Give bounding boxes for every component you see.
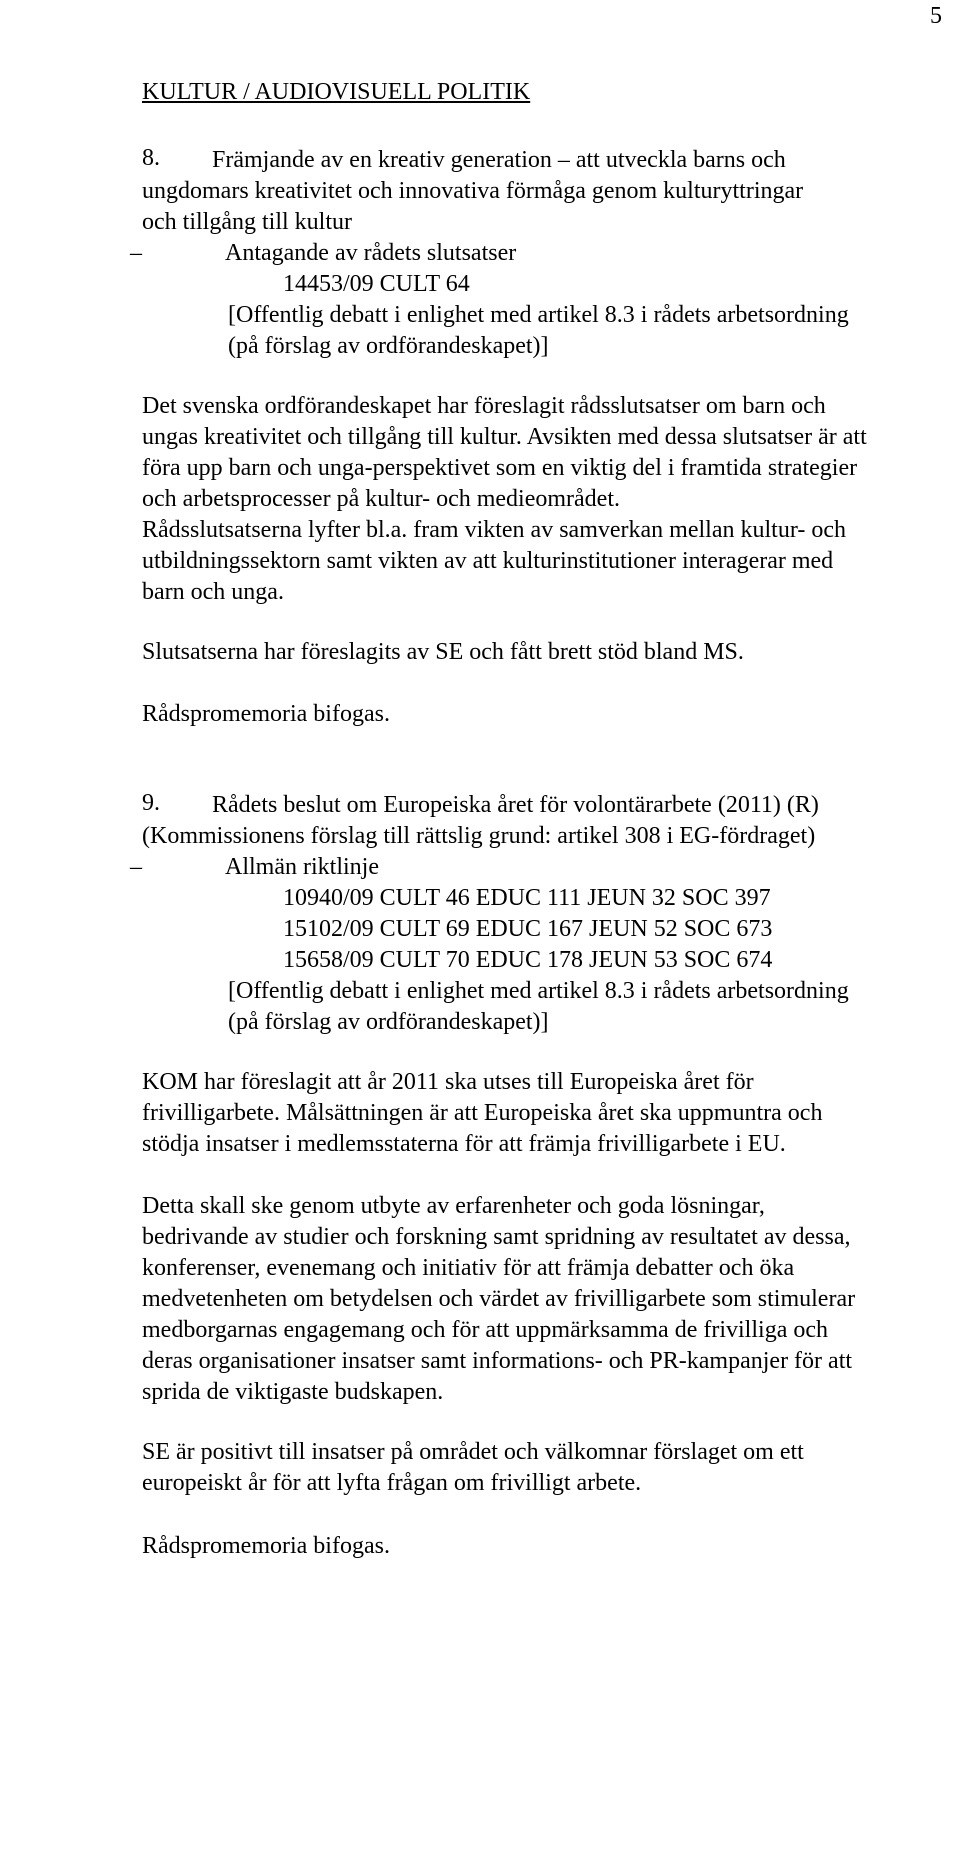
item-title-line: och tillgång till kultur (142, 209, 352, 235)
public-debate-note: [Offentlig debatt i enlighet med artikel 8.3 i rådets arbetsordning (228, 302, 849, 328)
item-9-paragraph-3 (142, 1437, 952, 1499)
text-line: barn och unga. (142, 579, 284, 605)
text-line: Rådsslutsatserna lyfter bl.a. fram vikten av samverkan mellan kultur- och (142, 517, 846, 543)
item-subtitle: Antagande av rådets slutsatser (225, 240, 517, 266)
item-9-paragraph-4 (142, 1531, 952, 1562)
text-line: deras organisationer insatser samt informations- och PR-kampanjer för att (142, 1348, 853, 1374)
text-line: föra upp barn och unga-perspektivet som en viktig del i framtida strategier (142, 455, 858, 481)
item-number: 9. (142, 790, 160, 816)
item-number: 8. (142, 145, 160, 171)
text-line: SE är positivt till insatser på området och välkomnar förslaget om ett (142, 1439, 804, 1465)
item-subtitle-row (130, 852, 942, 883)
text-line: frivilligarbete. Målsättningen är att Europeiska året ska uppmuntra och (142, 1100, 823, 1126)
item-8-paragraph-1 (142, 391, 952, 608)
item-8-paragraph-2 (142, 637, 952, 668)
page-number: 5 (930, 3, 942, 29)
item-title-line: (Kommissionens förslag till rättslig grund: artikel 308 i EG-fördraget) (142, 823, 816, 849)
dash-marker: – (130, 240, 142, 266)
text-line: sprida de viktigaste budskapen. (142, 1379, 444, 1405)
text-line: bedrivande av studier och forskning samt spridning av resultatet av dessa, (142, 1224, 851, 1250)
item-title-line: Främjande av en kreativ generation – att utveckla barns och (212, 147, 786, 173)
item-subtitle-row (130, 238, 942, 269)
item-9-paragraph-1 (142, 1067, 952, 1160)
document-ref: 10940/09 CULT 46 EDUC 111 JEUN 32 SOC 397 (283, 885, 771, 911)
text-line: Det svenska ordförandeskapet har föreslagit rådsslutsatser om barn och (142, 393, 826, 419)
item-title-line: Rådets beslut om Europeiska året för volontärarbete (2011) (R) (212, 792, 819, 818)
agenda-item-9 (130, 790, 942, 1038)
document-ref: 15658/09 CULT 70 EDUC 178 JEUN 53 SOC 674 (283, 947, 773, 973)
section-heading: KULTUR / AUDIOVISUELL POLITIK (142, 79, 531, 105)
item-title-line: ungdomars kreativitet och innovativa förmåga genom kulturyttringar (142, 178, 804, 204)
dash-marker: – (130, 854, 142, 880)
public-debate-note: [Offentlig debatt i enlighet med artikel 8.3 i rådets arbetsordning (228, 978, 849, 1004)
text-line: konferenser, evenemang och initiativ för att främja debatter och öka (142, 1255, 795, 1281)
document-ref: 14453/09 CULT 64 (283, 271, 470, 297)
item-subtitle: Allmän riktlinje (225, 854, 379, 880)
text-line: medvetenheten om betydelsen och värdet av frivilligarbete som stimulerar (142, 1286, 856, 1312)
text-line: Rådspromemoria bifogas. (142, 1533, 390, 1559)
item-9-paragraph-2 (142, 1191, 952, 1408)
text-line: och arbetsprocesser på kultur- och medieområdet. (142, 486, 620, 512)
text-line: stödja insatser i medlemsstaterna för att främja frivilligarbete i EU. (142, 1131, 786, 1157)
text-line: medborgarnas engagemang och för att uppmärksamma de frivilliga och (142, 1317, 828, 1343)
text-line: utbildningssektorn samt vikten av att kulturinstitutioner interagerar med (142, 548, 834, 574)
text-line: Slutsatserna har föreslagits av SE och fått brett stöd bland MS. (142, 639, 744, 665)
public-debate-note: (på förslag av ordförandeskapet)] (228, 333, 549, 359)
text-line: Rådspromemoria bifogas. (142, 701, 390, 727)
text-line: Detta skall ske genom utbyte av erfarenheter och goda lösningar, (142, 1193, 765, 1219)
document-ref: 15102/09 CULT 69 EDUC 167 JEUN 52 SOC 673 (283, 916, 773, 942)
text-line: europeiskt år för att lyfta frågan om frivilligt arbete. (142, 1470, 642, 1496)
text-line: ungas kreativitet och tillgång till kultur. Avsikten med dessa slutsatser är att (142, 424, 867, 450)
text-line: KOM har föreslagit att år 2011 ska utses till Europeiska året för (142, 1069, 754, 1095)
item-8-paragraph-3 (142, 699, 952, 730)
public-debate-note: (på förslag av ordförandeskapet)] (228, 1009, 549, 1035)
agenda-item-8 (130, 145, 942, 362)
